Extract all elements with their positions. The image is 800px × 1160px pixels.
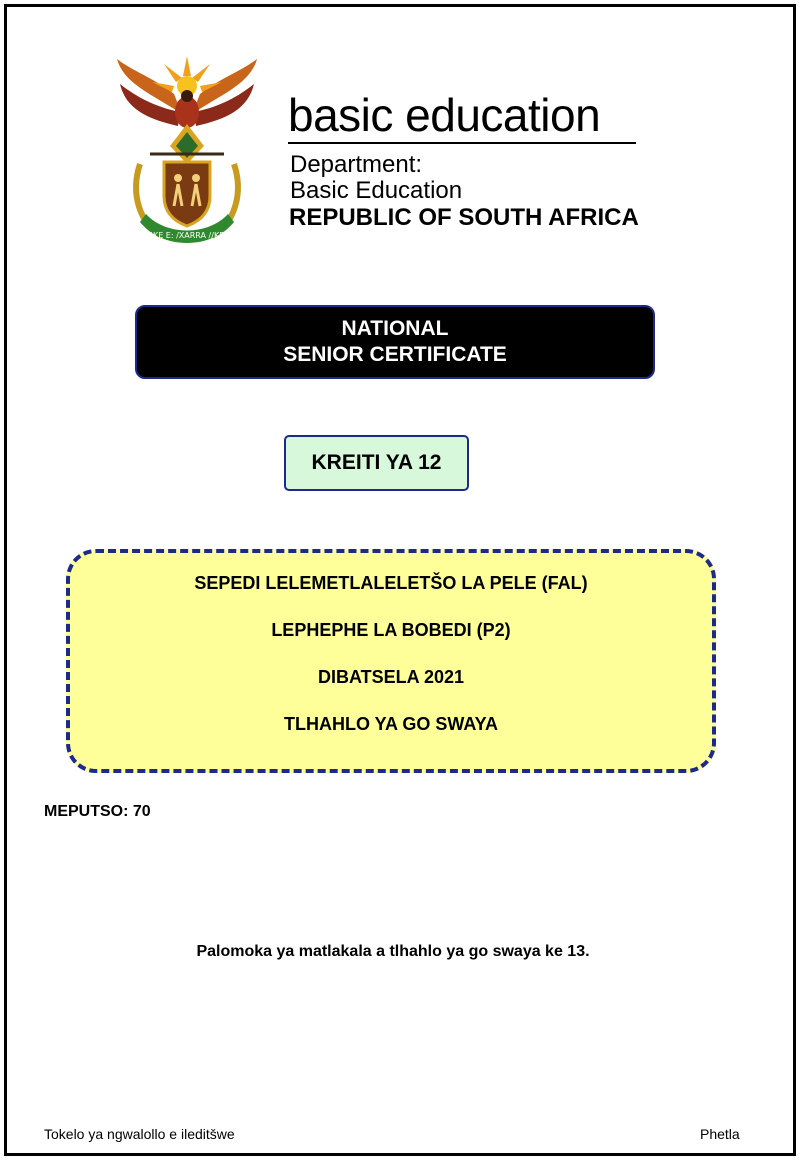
document-type: TLHAHLO YA GO SWAYA [283,714,499,734]
crest-motto: !KE E: /XARRA //KE [149,231,225,240]
department-line-2: Basic Education [290,177,463,204]
page-count-note: Palomoka ya matlakala a tlhahlo ya go swaya ke 13. [196,943,590,960]
brand-underline [288,142,636,144]
paper-number: LEPHEPHE LA BOBEDI (P2) [271,620,511,640]
certificate-line-1: NATIONAL [341,317,449,340]
country-name: REPUBLIC OF SOUTH AFRICA [289,204,639,231]
paper-info-box [66,549,716,773]
certificate-banner [135,305,655,379]
grade-box: KREITI YA 12 [284,435,469,491]
coat-of-arms-icon [112,54,262,249]
subject-title: SEPEDI LELEMETLALELETŠO LA PELE (FAL) [194,573,588,593]
copyright-notice: Tokelo ya ngwalollo e ileditšwe [44,1126,235,1142]
certificate-line-2: SENIOR CERTIFICATE [283,343,507,366]
brand-name: basic education [288,89,601,141]
next-page-label: Phetla [700,1126,740,1142]
exam-session: DIBATSELA 2021 [317,667,465,687]
department-line-1: Department: [290,151,423,178]
total-marks: MEPUTSO: 70 [44,803,151,820]
